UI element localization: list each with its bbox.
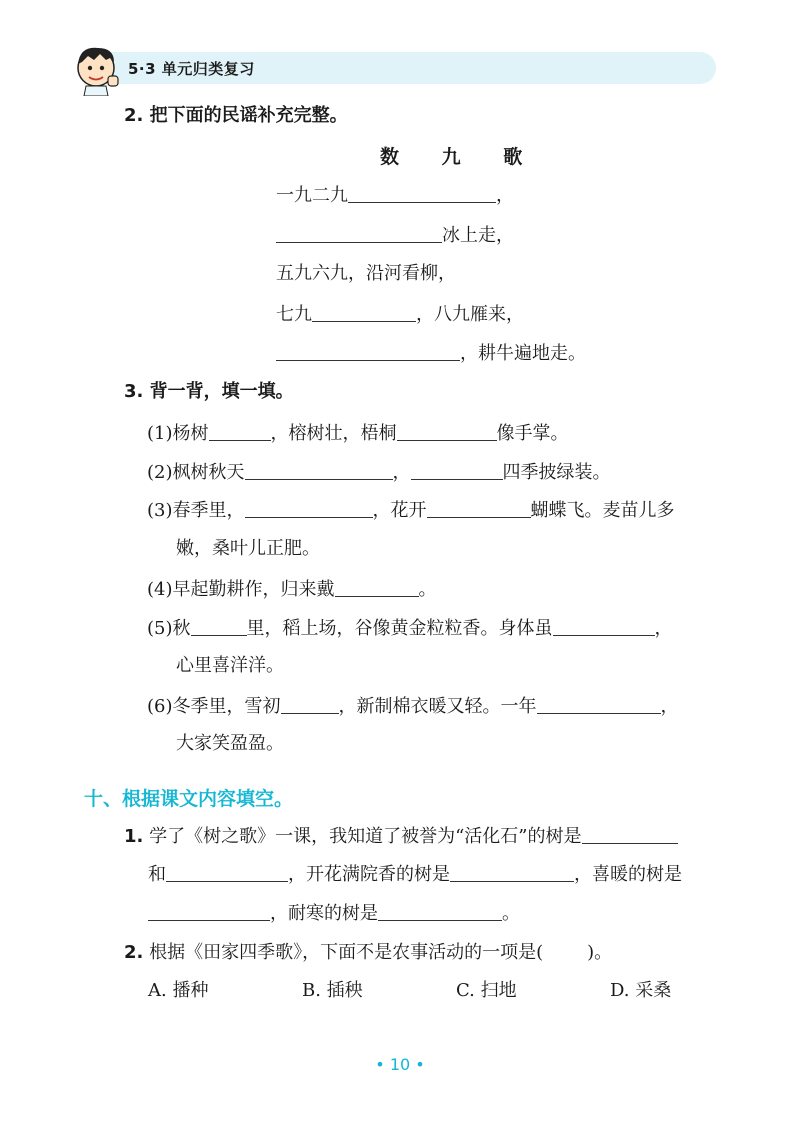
poem-line-2: 冰上走， (276, 222, 514, 248)
blank[interactable] (335, 576, 419, 597)
item-3: (3)春季里， ，花开 蝴蝶飞。麦苗儿多 (147, 497, 675, 523)
blank[interactable] (281, 693, 339, 714)
section-10-heading: 十、根据课文内容填空。 (84, 788, 294, 810)
blank[interactable] (537, 693, 661, 714)
blank[interactable] (553, 615, 655, 636)
blank[interactable] (245, 459, 393, 480)
item-4: (4)早起勤耕作，归来戴 。 (147, 576, 437, 602)
poem-line-3: 五九六九，沿河看柳， (276, 263, 456, 284)
blank[interactable] (348, 182, 496, 203)
s10-q1-line-2: 和 ，开花满院香的树是 ，喜暖的树是 (148, 861, 682, 887)
s10-q1-line-1: 1. 学了《树之歌》一课，我知道了被誉为“活化石”的树是 (124, 823, 678, 849)
option-b[interactable]: B. 插秧 (302, 980, 363, 1001)
blank[interactable] (209, 420, 271, 441)
item-6: (6)冬季里，雪初 ，新制棉衣暖又轻。一年 ， (147, 693, 679, 719)
blank[interactable] (245, 497, 373, 518)
item-3-continued: 嫩，桑叶儿正肥。 (176, 538, 320, 559)
question-2-label: 2. 把下面的民谣补充完整。 (124, 105, 348, 126)
blank[interactable] (276, 340, 460, 361)
poem-line-4: 七九 ，八九雁来， (276, 301, 524, 327)
option-c[interactable]: C. 扫地 (456, 980, 517, 1001)
header-title: 5·3 单元归类复习 (128, 60, 255, 78)
blank[interactable] (148, 900, 270, 921)
item-5-continued: 心里喜洋洋。 (176, 655, 284, 676)
blank[interactable] (312, 301, 416, 322)
poem-title: 数 九 歌 (380, 146, 541, 168)
blank[interactable] (166, 861, 288, 882)
page-number: • 10 • (375, 1055, 425, 1074)
boy-mascot-icon (70, 40, 126, 96)
question-3-label: 3. 背一背，填一填。 (124, 381, 294, 402)
blank[interactable] (582, 823, 678, 844)
blank[interactable] (276, 222, 442, 243)
item-2: (2)枫树秋天 ， 四季披绿装。 (147, 459, 611, 485)
option-d[interactable]: D. 采桑 (610, 980, 672, 1001)
item-6-continued: 大家笑盈盈。 (176, 733, 284, 754)
blank[interactable] (378, 900, 502, 921)
item-5: (5)秋 里，稻上场，谷像黄金粒粒香。身体虽 ， (147, 615, 673, 641)
item-1: (1)杨树 ，榕树壮，梧桐 像手掌。 (147, 420, 569, 446)
blank[interactable] (191, 615, 247, 636)
option-a[interactable]: A. 播种 (148, 980, 209, 1001)
s10-q2-options (148, 979, 671, 1003)
s10-q2-line: 2. 根据《田家四季歌》，下面不是农事活动的一项是( )。 (124, 942, 613, 963)
blank[interactable] (450, 861, 574, 882)
blank[interactable] (411, 459, 503, 480)
blank[interactable] (427, 497, 531, 518)
poem-line-5: ，耕牛遍地走。 (276, 340, 586, 366)
blank[interactable] (397, 420, 497, 441)
s10-q1-line-3: ，耐寒的树是 。 (148, 900, 520, 926)
poem-line-1: 一九二九 ， (276, 182, 514, 208)
